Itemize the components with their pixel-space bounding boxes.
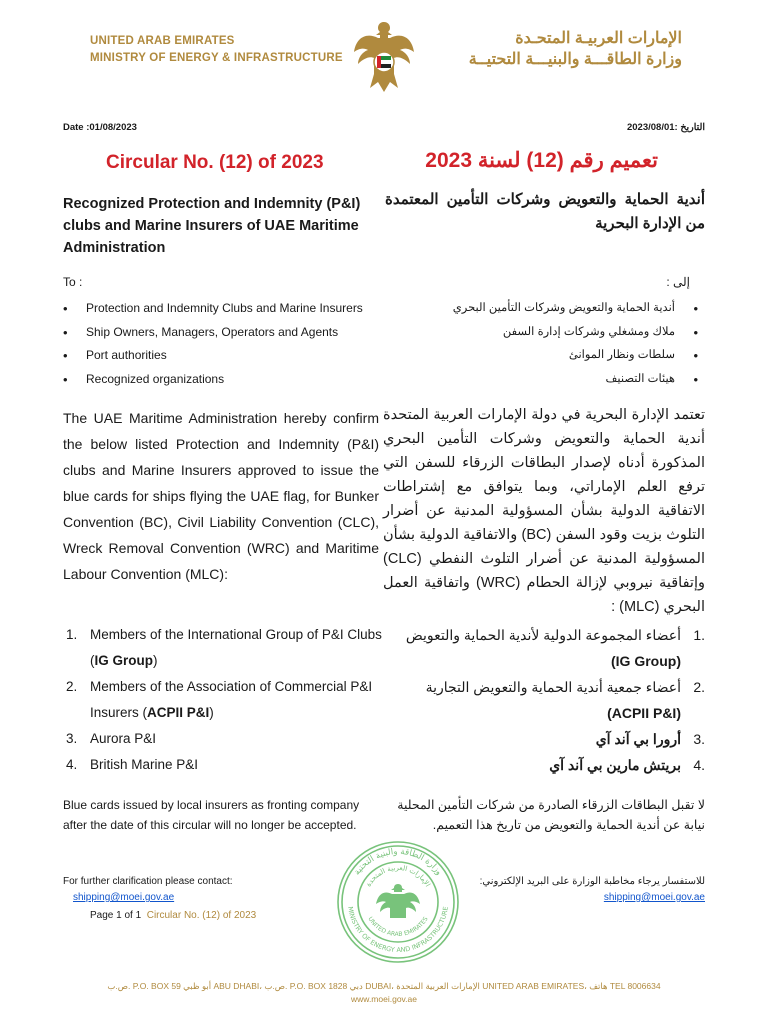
list-item: 4. British Marine P&I (66, 757, 199, 772)
date-english: Date :01/08/2023 (63, 122, 137, 133)
date-arabic: التاريخ :2023/08/01 (626, 122, 705, 133)
list-item: • Protection and Indemnity Clubs and Marine Insurers (63, 297, 393, 321)
list-item: • أندية الحماية والتعويض وشركات التأمين البحري (398, 297, 698, 321)
contact-label: For further clarification please contact: (63, 876, 233, 887)
list-item: 1. Members of the International Group of P&I Clubs (IG Group) (66, 627, 382, 668)
stamp-inner-ar: الإمارات العربية المتحدة (364, 863, 432, 889)
header-arabic (469, 28, 682, 70)
body-paragraph-english: The UAE Maritime Administration hereby confirm the below listed Protection and Indemnity (P&I) clubs and Marine Insurers approved to issue the blue cards for ships flying the UAE flag, for Bunker Convention (BC), Civil Liability Convention (CLC), Wreck Removal Convention (WRC) and Maritime Labour Convention (MLC): (63, 410, 379, 582)
list-item: .1 أعضاء المجموعة الدولية لأندية الحماية والتعويض (IG Group) (405, 627, 705, 669)
contact-arabic (480, 874, 705, 906)
list-item: • Port authorities (63, 344, 393, 368)
footer-address (0, 980, 768, 1006)
contact-english (63, 874, 233, 906)
contact-label: للاستفسار يرجاء مخاطبة الوزارة على البريد الإلكتروني: (479, 876, 705, 887)
email-link[interactable]: shipping@moei.gov.ae (603, 892, 705, 903)
circular-title-arabic: تعميم رقم (12) لسنة 2023 (425, 149, 658, 172)
uae-emblem-icon (352, 18, 416, 98)
list-item: .2 أعضاء جمعية أندية الحماية والتعويض التجارية (ACPII P&I) (425, 679, 705, 721)
page-number: Page 1 of 1 Circular No. (12) of 2023 (90, 910, 257, 921)
list-item: • هيئات التصنيف (398, 368, 698, 392)
recipient-list-english (63, 297, 393, 391)
header-ar-ministry: وزارة الطاقـــة والبنيـــة التحتيــة (468, 51, 682, 68)
circular-title-english: Circular No. (12) of 2023 (106, 152, 324, 173)
recipient-list-arabic (398, 297, 698, 391)
clubs-list-arabic (383, 622, 705, 778)
header-english (90, 33, 343, 67)
email-link[interactable]: shipping@moei.gov.ae (73, 892, 175, 903)
body-paragraph-arabic: تعتمد الإدارة البحرية في دولة الإمارات العربية المتحدة أندية الحماية والتعويض وشركات التأمين البحري المذكورة أدناه لإصدار البطاقات الزرقاء للسفن التي ترفع العلم الإماراتي، وبما يتوافق مع إشتراطات الاتفاقية الدولية بشأن المسؤولية المدنية عن أضرار التلوث بزيت وقود السفن (BC) والاتفاقية الدولية بشأن المسؤولية المدنية عن أضرار التلوث النفطي (CLC) وإتفاقية نيروبي لإزالة الحطام (WRC) واتفاقية العمل البحري (MLC) : (383, 407, 706, 615)
list-item: • ملاك ومشغلي وشركات إدارة السفن (398, 321, 698, 345)
header-en-country: UNITED ARAB EMIRATES (90, 35, 235, 47)
list-item: 3. Aurora P&I (66, 731, 157, 746)
header-en-ministry: MINISTRY OF ENERGY & INFRASTRUCTURE (90, 52, 343, 64)
header-ar-country: الإمارات العربيـة المتحـدة (515, 30, 682, 47)
to-label-english: To : (63, 275, 83, 289)
to-label-arabic: إلى : (666, 275, 690, 289)
subject-english: Recognized Protection and Indemnity (P&I) clubs and Marine Insurers of UAE Maritime Administration (63, 196, 361, 256)
subject-arabic: أندية الحماية والتعويض وشركات التأمين المعتمدة من الإدارة البحرية (385, 191, 705, 232)
list-item: 2. Members of the Association of Commercial P&I Insurers (ACPII P&I) (66, 679, 373, 720)
footer-address-line: ص.ب. P.O. BOX 59 أبو ظبي ABU DHABI، ص.ب. P.O. BOX 1828 دبي DUBAI، الإمارات العربية المتحدة UNITED ARAB EMIRATES، هاتف TEL 8006634 (107, 981, 661, 991)
clubs-list-english (63, 622, 383, 778)
stamp-outer-en: MINISTRY OF ENERGY AND INFRASTRUCTURE (346, 905, 450, 955)
stamp-inner-en: UNITED ARAB EMIRATES (366, 915, 430, 939)
ministry-stamp-icon (334, 838, 462, 966)
list-item: .4 بريتش مارين بي آند آي (549, 757, 705, 773)
note-arabic: لا تقبل البطاقات الزرقاء الصادرة من شركات التأمين المحلية نيابة عن أندية الحماية والتعويض من تاريخ هذا التعميم. (397, 798, 705, 832)
stamp-outer-ar: وزارة الطاقة والبنية التحتية (352, 846, 444, 878)
footer-website: www.moei.gov.ae (351, 994, 417, 1004)
list-item: • Ship Owners, Managers, Operators and Agents (63, 321, 393, 345)
list-item: • سلطات ونظار الموانئ (398, 344, 698, 368)
list-item: .3 أرورا بي آند آي (595, 731, 705, 747)
note-english: Blue cards issued by local insurers as fronting company after the date of this circular will no longer be accepted. (63, 798, 360, 832)
list-item: • Recognized organizations (63, 368, 393, 392)
